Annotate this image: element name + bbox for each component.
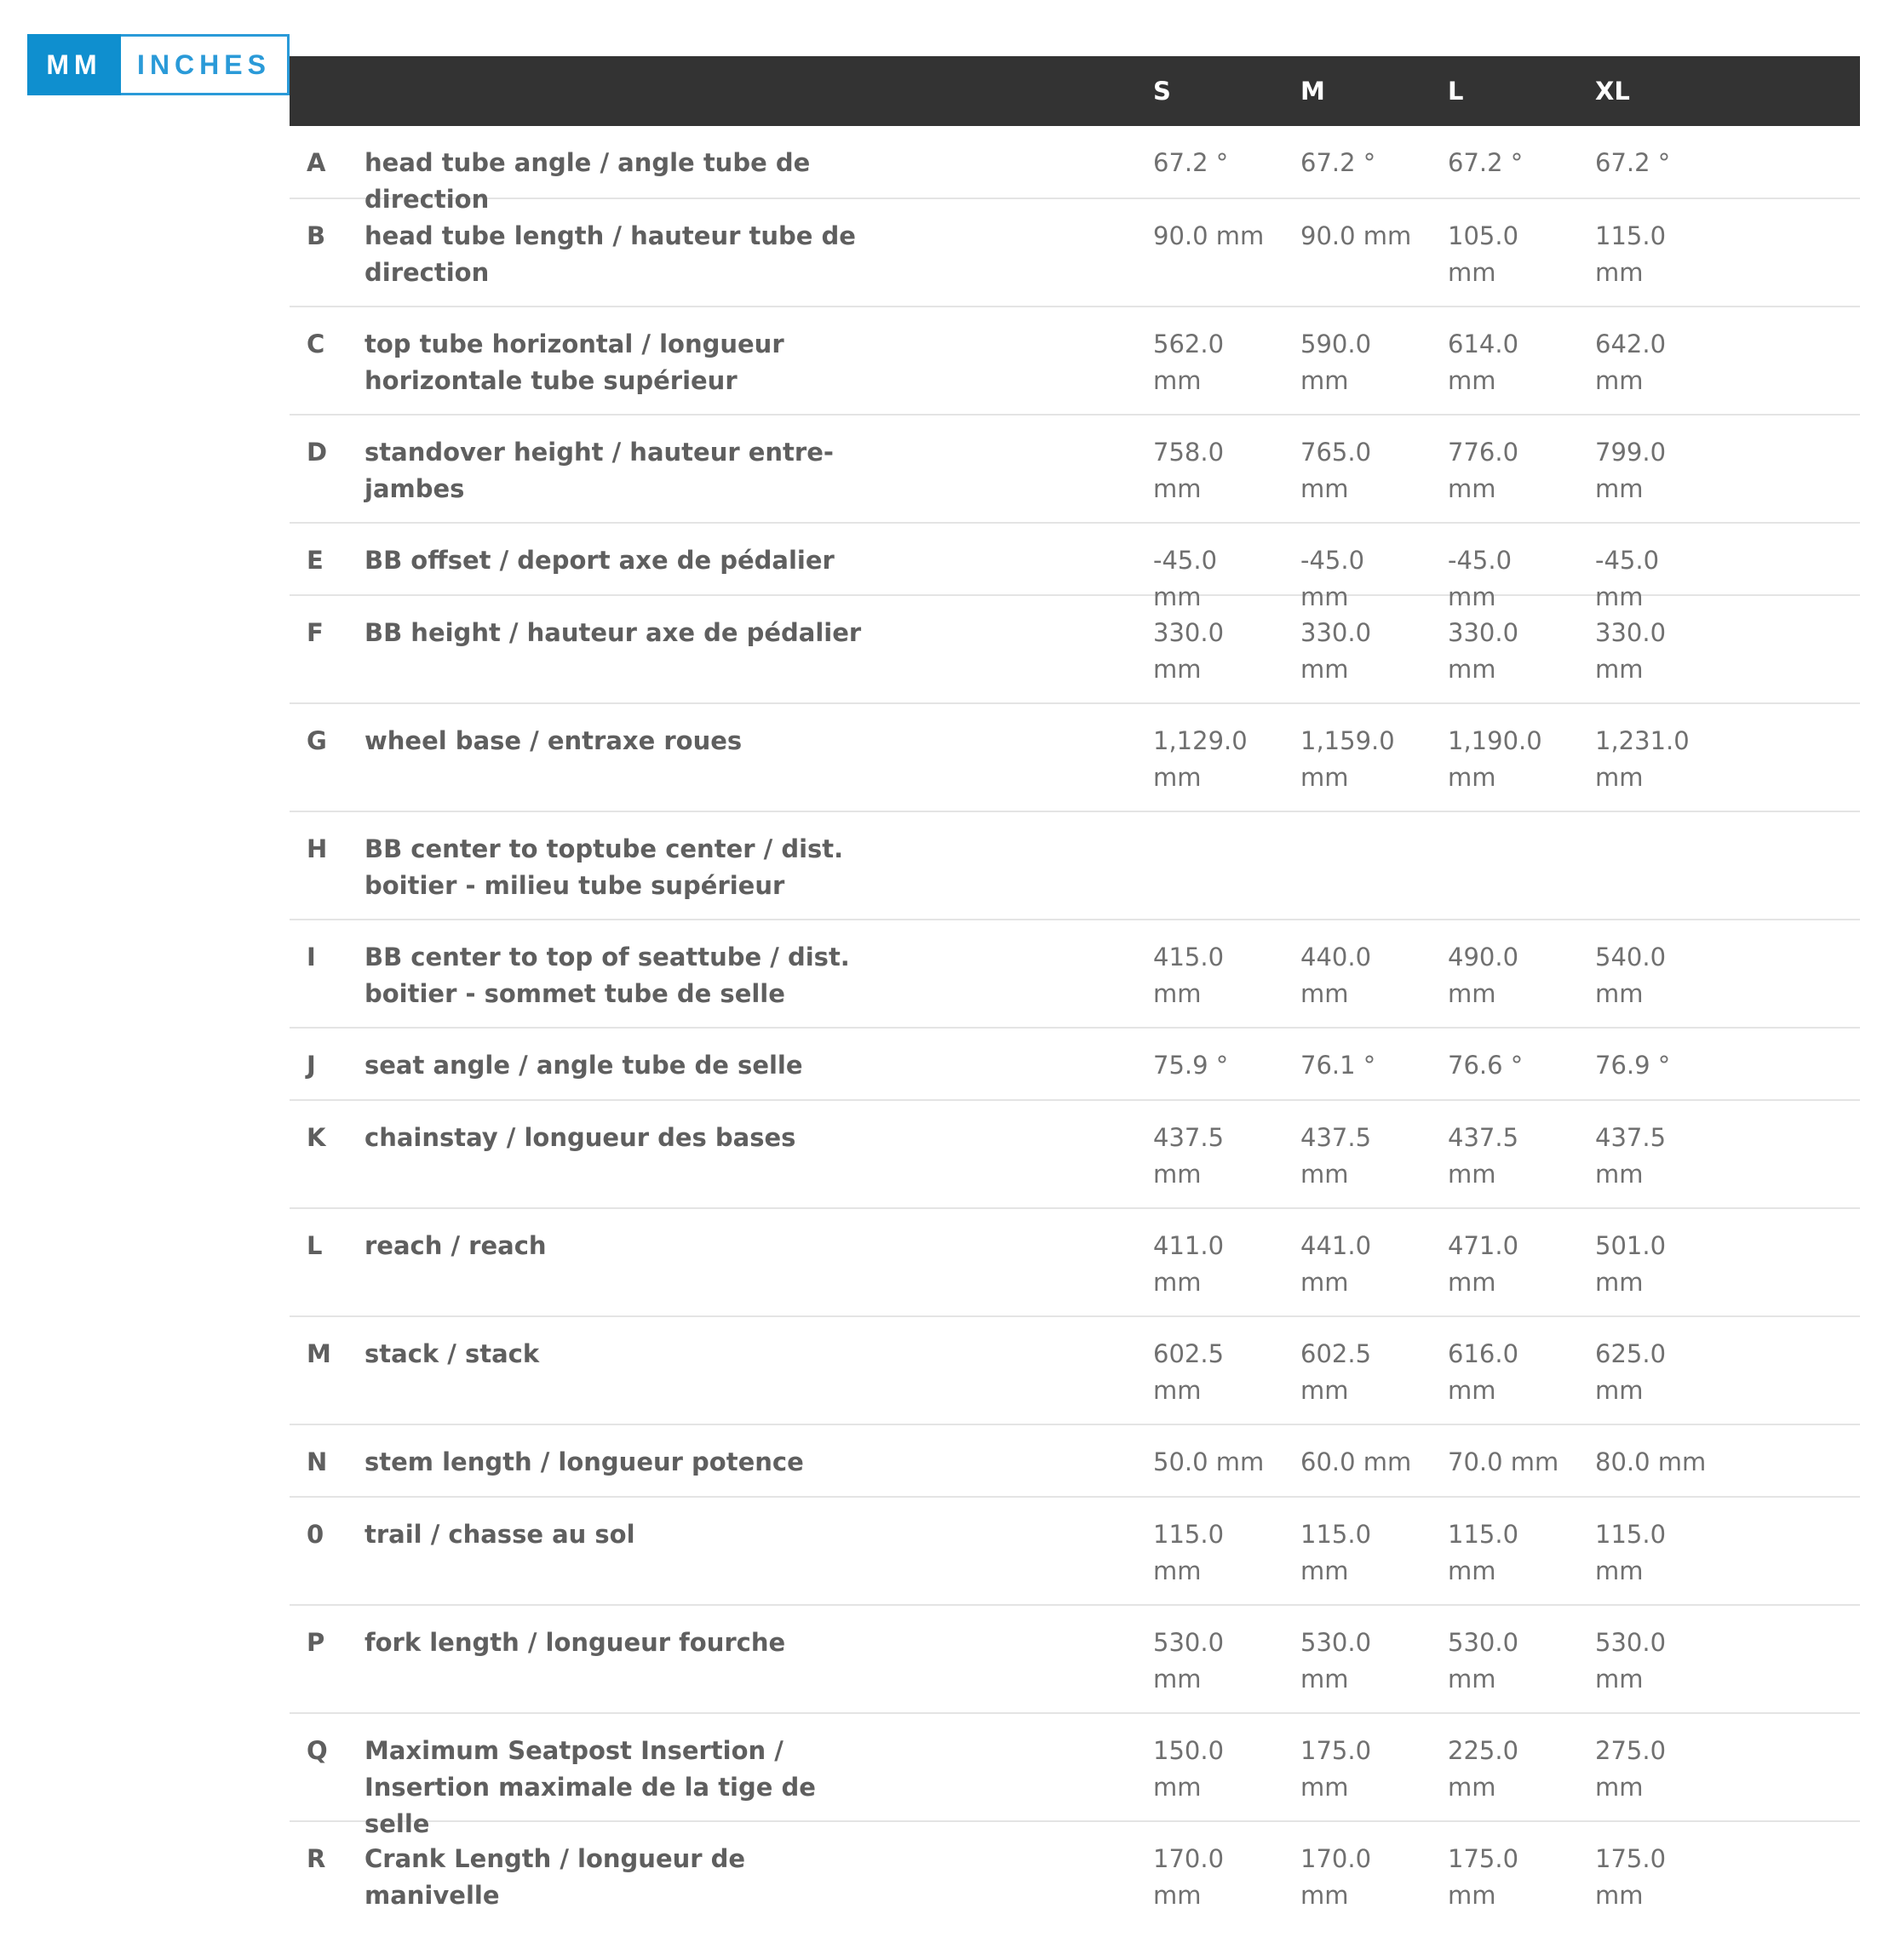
value-s: 90.0 mm [1153, 221, 1265, 250]
table-row [290, 1822, 1860, 1930]
row-letter: Q [307, 1736, 328, 1765]
value-xl: 330.0 mm [1595, 618, 1667, 684]
row-letter: D [307, 438, 328, 467]
value-xl: 275.0 mm [1595, 1736, 1667, 1802]
value-s: 115.0 mm [1153, 1520, 1225, 1585]
row-label: head tube angle / angle tube de direction [364, 148, 811, 214]
row-label: head tube length / hauteur tube de direction [364, 221, 856, 287]
value-m: 530.0 mm [1300, 1628, 1372, 1694]
row-letter: G [307, 726, 327, 755]
row-label: BB offset / deport axe de pédalier [364, 546, 835, 575]
value-m: 440.0 mm [1300, 943, 1372, 1008]
row-label: BB center to toptube center / dist. boitier - milieu tube supérieur [364, 834, 844, 900]
value-m: 67.2 ° [1300, 148, 1376, 177]
row-label: seat angle / angle tube de selle [364, 1051, 803, 1080]
value-xl: 115.0 mm [1595, 221, 1667, 287]
mm-unit-button[interactable]: MM [27, 34, 121, 95]
value-l: 530.0 mm [1448, 1628, 1519, 1694]
row-letter: C [307, 330, 325, 358]
table-header [290, 56, 1860, 126]
value-l: 175.0 mm [1448, 1844, 1519, 1910]
table-row [290, 596, 1860, 704]
value-m: 441.0 mm [1300, 1231, 1372, 1297]
value-s: 411.0 mm [1153, 1231, 1225, 1297]
row-letter: H [307, 834, 328, 863]
value-s: 75.9 ° [1153, 1051, 1229, 1080]
value-l: 70.0 mm [1448, 1447, 1559, 1476]
value-l: -45.0 mm [1448, 546, 1513, 611]
inches-unit-button[interactable]: INCHES [121, 34, 290, 95]
row-letter: 0 [307, 1520, 324, 1549]
value-s: 530.0 mm [1153, 1628, 1225, 1694]
value-xl: 799.0 mm [1595, 438, 1667, 503]
value-xl: 76.9 ° [1595, 1051, 1671, 1080]
row-label: stem length / longueur potence [364, 1447, 804, 1476]
value-m: 1,159.0 mm [1300, 726, 1395, 792]
row-letter: L [307, 1231, 323, 1260]
table-row [290, 1498, 1860, 1606]
value-l: 76.6 ° [1448, 1051, 1524, 1080]
row-label: trail / chasse au sol [364, 1520, 635, 1549]
value-m: -45.0 mm [1300, 546, 1365, 611]
value-s: 437.5 mm [1153, 1123, 1225, 1189]
row-label: chainstay / longueur des bases [364, 1123, 796, 1152]
row-letter: K [307, 1123, 326, 1152]
table-row [290, 1101, 1860, 1209]
value-xl: 642.0 mm [1595, 330, 1667, 395]
row-letter: B [307, 221, 326, 250]
value-m: 602.5 mm [1300, 1339, 1372, 1405]
value-xl: 80.0 mm [1595, 1447, 1707, 1476]
row-label: fork length / longueur fourche [364, 1628, 786, 1657]
value-s: 150.0 mm [1153, 1736, 1225, 1802]
value-m: 765.0 mm [1300, 438, 1372, 503]
value-m: 90.0 mm [1300, 221, 1412, 250]
value-s: 50.0 mm [1153, 1447, 1265, 1476]
row-label: standover height / hauteur entre-jambes [364, 438, 834, 503]
table-row [290, 1209, 1860, 1317]
row-label: reach / reach [364, 1231, 547, 1260]
row-letter: J [307, 1051, 316, 1080]
row-letter: R [307, 1844, 326, 1873]
value-m: 330.0 mm [1300, 618, 1372, 684]
row-letter: F [307, 618, 324, 647]
row-label: Crank Length / longueur de manivelle [364, 1844, 746, 1910]
value-xl: 437.5 mm [1595, 1123, 1667, 1189]
row-label: BB height / hauteur axe de pédalier [364, 618, 862, 647]
value-l: 471.0 mm [1448, 1231, 1519, 1297]
table-row [290, 126, 1860, 214]
value-m: 60.0 mm [1300, 1447, 1412, 1476]
table-row [290, 920, 1860, 1029]
table-row [290, 199, 1860, 307]
row-label: BB center to top of seattube / dist. boitier - sommet tube de selle [364, 943, 850, 1008]
row-letter: A [307, 148, 326, 177]
value-l: 614.0 mm [1448, 330, 1519, 395]
table-row [290, 1029, 1860, 1101]
row-label: stack / stack [364, 1339, 540, 1368]
size-header-m: M [1300, 77, 1325, 106]
row-letter: I [307, 943, 316, 971]
value-s: 602.5 mm [1153, 1339, 1225, 1405]
unit-toggle [27, 34, 290, 95]
value-xl: 67.2 ° [1595, 148, 1671, 177]
value-l: 616.0 mm [1448, 1339, 1519, 1405]
value-s: 67.2 ° [1153, 148, 1229, 177]
row-label: Maximum Seatpost Insertion / Insertion maximale de la tige de selle [364, 1736, 816, 1838]
table-row [290, 1425, 1860, 1498]
size-header-s: S [1153, 77, 1171, 106]
value-s: 330.0 mm [1153, 618, 1225, 684]
value-s: 758.0 mm [1153, 438, 1225, 503]
value-l: 225.0 mm [1448, 1736, 1519, 1802]
value-l: 115.0 mm [1448, 1520, 1519, 1585]
value-l: 1,190.0 mm [1448, 726, 1542, 792]
value-l: 105.0 mm [1448, 221, 1519, 287]
value-m: 175.0 mm [1300, 1736, 1372, 1802]
value-s: 415.0 mm [1153, 943, 1225, 1008]
row-letter: N [307, 1447, 328, 1476]
size-header-xl: XL [1595, 77, 1630, 106]
row-letter: M [307, 1339, 331, 1368]
table-row [290, 704, 1860, 812]
table-row [290, 524, 1860, 611]
value-xl: 625.0 mm [1595, 1339, 1667, 1405]
row-letter: P [307, 1628, 325, 1657]
table-row [290, 812, 1860, 920]
value-m: 170.0 mm [1300, 1844, 1372, 1910]
value-l: 776.0 mm [1448, 438, 1519, 503]
geometry-table [290, 56, 1860, 1930]
value-xl: 501.0 mm [1595, 1231, 1667, 1297]
value-s: -45.0 mm [1153, 546, 1218, 611]
value-m: 115.0 mm [1300, 1520, 1372, 1585]
value-xl: 115.0 mm [1595, 1520, 1667, 1585]
value-m: 76.1 ° [1300, 1051, 1376, 1080]
value-s: 1,129.0 mm [1153, 726, 1248, 792]
value-xl: 530.0 mm [1595, 1628, 1667, 1694]
table-row [290, 307, 1860, 415]
table-row [290, 1317, 1860, 1425]
value-s: 170.0 mm [1153, 1844, 1225, 1910]
value-xl: -45.0 mm [1595, 546, 1660, 611]
row-label: top tube horizontal / longueur horizontale tube supérieur [364, 330, 784, 395]
value-l: 330.0 mm [1448, 618, 1519, 684]
value-xl: 540.0 mm [1595, 943, 1667, 1008]
value-m: 590.0 mm [1300, 330, 1372, 395]
row-label: wheel base / entraxe roues [364, 726, 743, 755]
size-header-l: L [1448, 77, 1464, 106]
value-xl: 1,231.0 mm [1595, 726, 1690, 792]
value-l: 490.0 mm [1448, 943, 1519, 1008]
row-letter: E [307, 546, 324, 575]
value-l: 67.2 ° [1448, 148, 1524, 177]
table-row [290, 415, 1860, 524]
value-xl: 175.0 mm [1595, 1844, 1667, 1910]
table-row [290, 1606, 1860, 1714]
value-l: 437.5 mm [1448, 1123, 1519, 1189]
table-row [290, 1714, 1860, 1838]
value-s: 562.0 mm [1153, 330, 1225, 395]
value-m: 437.5 mm [1300, 1123, 1372, 1189]
